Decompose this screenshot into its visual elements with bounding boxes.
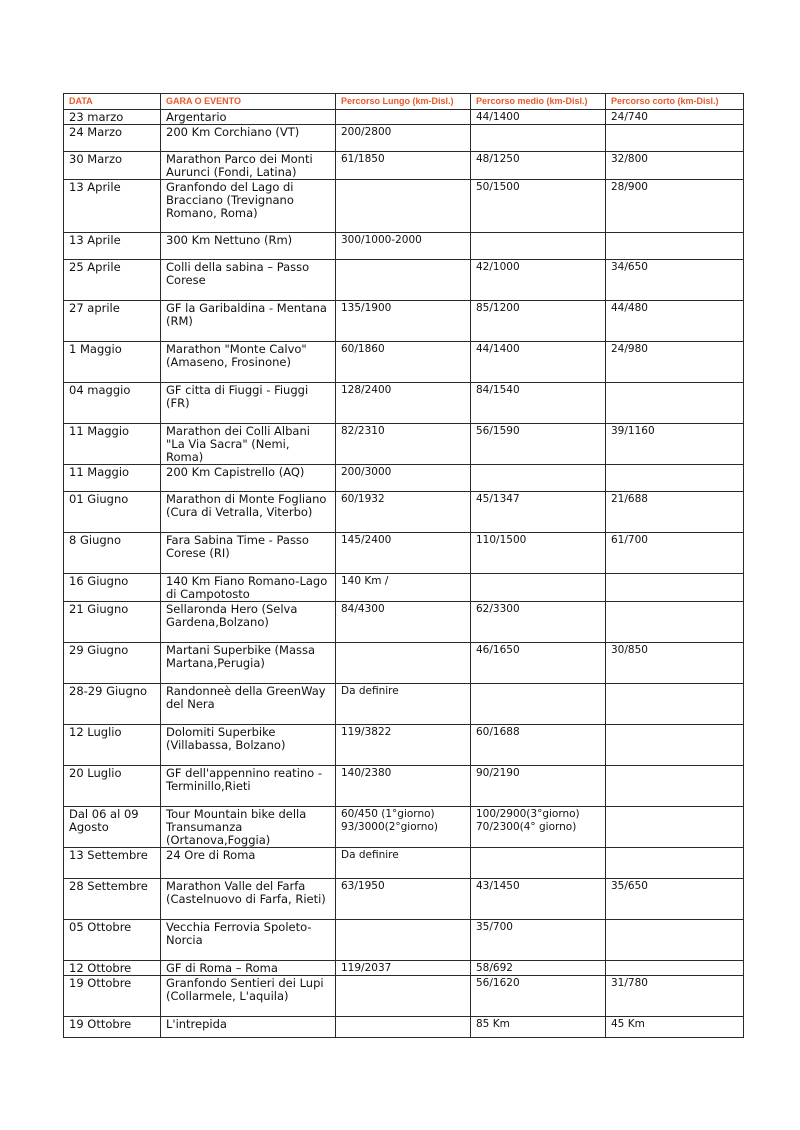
short-route-cell: 31/780 — [606, 976, 744, 1017]
date-cell: 23 marzo — [64, 110, 161, 125]
table-row — [64, 233, 744, 260]
medium-route-cell: 90/2190 — [471, 766, 606, 807]
short-route-cell: 39/1160 — [606, 424, 744, 465]
short-route-cell: 28/900 — [606, 180, 744, 233]
date-cell: 05 Ottobre — [64, 920, 161, 961]
medium-route-cell: 62/3300 — [471, 602, 606, 643]
long-route-cell: 82/2310 — [336, 424, 471, 465]
date-cell: 21 Giugno — [64, 602, 161, 643]
date-cell: 13 Aprile — [64, 233, 161, 260]
medium-route-cell: 85 Km — [471, 1017, 606, 1038]
long-route-cell: 84/4300 — [336, 602, 471, 643]
header-row — [64, 94, 744, 110]
event-cell: 200 Km Capistrello (AQ) — [161, 465, 336, 492]
short-route-cell: 24/740 — [606, 110, 744, 125]
event-cell: Fara Sabina Time - Passo Corese (RI) — [161, 533, 336, 574]
long-route-cell: 140/2380 — [336, 766, 471, 807]
date-cell: 13 Settembre — [64, 848, 161, 879]
short-route-cell — [606, 383, 744, 424]
table-row — [64, 961, 744, 976]
medium-route-cell: 43/1450 — [471, 879, 606, 920]
long-route-cell: 119/2037 — [336, 961, 471, 976]
short-route-cell: 30/850 — [606, 643, 744, 684]
long-route-cell — [336, 1017, 471, 1038]
medium-route-cell — [471, 465, 606, 492]
medium-route-cell: 35/700 — [471, 920, 606, 961]
short-route-cell — [606, 465, 744, 492]
table-row — [64, 260, 744, 301]
medium-route-cell: 56/1620 — [471, 976, 606, 1017]
short-route-cell: 44/480 — [606, 301, 744, 342]
long-route-cell — [336, 260, 471, 301]
event-cell: Martani Superbike (Massa Martana,Perugia) — [161, 643, 336, 684]
date-cell: 11 Maggio — [64, 465, 161, 492]
medium-route-cell: 56/1590 — [471, 424, 606, 465]
event-cell: GF citta di Fiuggi - Fiuggi (FR) — [161, 383, 336, 424]
event-cell: Sellaronda Hero (Selva Gardena,Bolzano) — [161, 602, 336, 643]
table-row — [64, 643, 744, 684]
date-cell: 27 aprile — [64, 301, 161, 342]
short-route-cell — [606, 920, 744, 961]
table-row — [64, 725, 744, 766]
table-row — [64, 574, 744, 602]
short-route-cell — [606, 684, 744, 725]
table-row — [64, 807, 744, 848]
table-row — [64, 301, 744, 342]
medium-route-cell — [471, 574, 606, 602]
long-route-cell: 128/2400 — [336, 383, 471, 424]
medium-route-cell: 60/1688 — [471, 725, 606, 766]
event-cell: Colli della sabina – Passo Corese — [161, 260, 336, 301]
long-route-cell: 140 Km / — [336, 574, 471, 602]
table-row — [64, 110, 744, 125]
table-row — [64, 766, 744, 807]
date-cell: 12 Luglio — [64, 725, 161, 766]
event-cell: GF dell'appennino reatino - Terminillo,Rieti — [161, 766, 336, 807]
short-route-cell: 34/650 — [606, 260, 744, 301]
medium-route-cell: 84/1540 — [471, 383, 606, 424]
event-cell: Dolomiti Superbike (Villabassa, Bolzano) — [161, 725, 336, 766]
medium-route-cell: 110/1500 — [471, 533, 606, 574]
events-table — [63, 93, 744, 1038]
medium-route-cell: 50/1500 — [471, 180, 606, 233]
date-cell: 19 Ottobre — [64, 1017, 161, 1038]
event-cell: Argentario — [161, 110, 336, 125]
date-cell: 29 Giugno — [64, 643, 161, 684]
table-row — [64, 180, 744, 233]
date-cell: 11 Maggio — [64, 424, 161, 465]
date-cell: 13 Aprile — [64, 180, 161, 233]
table-row — [64, 125, 744, 152]
event-cell: Granfondo Sentieri dei Lupi (Collarmele, L'aquila) — [161, 976, 336, 1017]
long-route-cell: 60/1932 — [336, 492, 471, 533]
medium-route-cell: 42/1000 — [471, 260, 606, 301]
long-route-cell: 119/3822 — [336, 725, 471, 766]
date-cell: 20 Luglio — [64, 766, 161, 807]
date-cell: 04 maggio — [64, 383, 161, 424]
header-percorso-corto: Percorso corto (km-Disl.) — [606, 94, 744, 110]
date-cell: 8 Giugno — [64, 533, 161, 574]
short-route-cell: 21/688 — [606, 492, 744, 533]
event-cell: 24 Ore di Roma — [161, 848, 336, 879]
event-cell: Marathon di Monte Fogliano (Cura di Vetralla, Viterbo) — [161, 492, 336, 533]
date-cell: 12 Ottobre — [64, 961, 161, 976]
header-data: DATA — [64, 94, 161, 110]
short-route-cell: 24/980 — [606, 342, 744, 383]
date-cell: 16 Giugno — [64, 574, 161, 602]
table-row — [64, 976, 744, 1017]
event-cell: L'intrepida — [161, 1017, 336, 1038]
date-cell: 01 Giugno — [64, 492, 161, 533]
short-route-cell: 61/700 — [606, 533, 744, 574]
long-route-cell: 300/1000-2000 — [336, 233, 471, 260]
medium-route-cell: 58/692 — [471, 961, 606, 976]
header-gara-evento: GARA O EVENTO — [161, 94, 336, 110]
medium-route-cell — [471, 848, 606, 879]
date-cell: 30 Marzo — [64, 152, 161, 180]
table-row — [64, 152, 744, 180]
medium-route-cell: 85/1200 — [471, 301, 606, 342]
table-row — [64, 492, 744, 533]
short-route-cell: 35/650 — [606, 879, 744, 920]
long-route-cell: 60/1860 — [336, 342, 471, 383]
short-route-cell — [606, 233, 744, 260]
medium-route-cell: 46/1650 — [471, 643, 606, 684]
short-route-cell — [606, 125, 744, 152]
short-route-cell — [606, 807, 744, 848]
event-cell: Marathon dei Colli Albani "La Via Sacra" (Nemi, Roma) — [161, 424, 336, 465]
event-cell: GF la Garibaldina - Mentana (RM) — [161, 301, 336, 342]
event-cell: GF di Roma – Roma — [161, 961, 336, 976]
medium-route-cell: 44/1400 — [471, 110, 606, 125]
long-route-cell: Da definire — [336, 684, 471, 725]
long-route-cell: 63/1950 — [336, 879, 471, 920]
event-cell: Marathon "Monte Calvo" (Amaseno, Frosinone) — [161, 342, 336, 383]
table-row — [64, 1017, 744, 1038]
medium-route-cell: 45/1347 — [471, 492, 606, 533]
date-cell: 1 Maggio — [64, 342, 161, 383]
event-cell: 200 Km Corchiano (VT) — [161, 125, 336, 152]
event-cell: Granfondo del Lago di Bracciano (Trevignano Romano, Roma) — [161, 180, 336, 233]
date-cell: Dal 06 al 09 Agosto — [64, 807, 161, 848]
medium-route-cell — [471, 125, 606, 152]
short-route-cell — [606, 725, 744, 766]
long-route-cell: 61/1850 — [336, 152, 471, 180]
table-row — [64, 602, 744, 643]
event-cell: Vecchia Ferrovia Spoleto-Norcia — [161, 920, 336, 961]
table-row — [64, 424, 744, 465]
table-row — [64, 879, 744, 920]
long-route-cell: 200/3000 — [336, 465, 471, 492]
long-route-cell — [336, 180, 471, 233]
table-row — [64, 533, 744, 574]
long-route-cell: Da definire — [336, 848, 471, 879]
event-cell: Tour Mountain bike della Transumanza (Ortanova,Foggia) — [161, 807, 336, 848]
event-cell: Randonneè della GreenWay del Nera — [161, 684, 336, 725]
medium-route-cell — [471, 233, 606, 260]
event-cell: Marathon Parco dei Monti Aurunci (Fondi, Latina) — [161, 152, 336, 180]
medium-route-cell: 48/1250 — [471, 152, 606, 180]
date-cell: 19 Ottobre — [64, 976, 161, 1017]
date-cell: 28-29 Giugno — [64, 684, 161, 725]
table-row — [64, 920, 744, 961]
table-row — [64, 848, 744, 879]
date-cell: 24 Marzo — [64, 125, 161, 152]
long-route-cell: 135/1900 — [336, 301, 471, 342]
header-percorso-lungo: Percorso Lungo (km-Disl.) — [336, 94, 471, 110]
table-row — [64, 342, 744, 383]
long-route-cell: 200/2800 — [336, 125, 471, 152]
short-route-cell — [606, 848, 744, 879]
medium-route-cell: 100/2900(3°giorno) 70/2300(4° giorno) — [471, 807, 606, 848]
medium-route-cell — [471, 684, 606, 725]
medium-route-cell: 44/1400 — [471, 342, 606, 383]
short-route-cell — [606, 602, 744, 643]
long-route-cell — [336, 920, 471, 961]
date-cell: 25 Aprile — [64, 260, 161, 301]
event-cell: 300 Km Nettuno (Rm) — [161, 233, 336, 260]
short-route-cell: 45 Km — [606, 1017, 744, 1038]
header-percorso-medio: Percorso medio (km-Disl.) — [471, 94, 606, 110]
event-cell: 140 Km Fiano Romano-Lago di Campotosto — [161, 574, 336, 602]
date-cell: 28 Settembre — [64, 879, 161, 920]
long-route-cell — [336, 643, 471, 684]
short-route-cell — [606, 961, 744, 976]
short-route-cell — [606, 766, 744, 807]
long-route-cell — [336, 110, 471, 125]
table-row — [64, 383, 744, 424]
long-route-cell: 145/2400 — [336, 533, 471, 574]
table-row — [64, 684, 744, 725]
long-route-cell: 60/450 (1°giorno) 93/3000(2°giorno) — [336, 807, 471, 848]
short-route-cell — [606, 574, 744, 602]
event-cell: Marathon Valle del Farfa (Castelnuovo di Farfa, Rieti) — [161, 879, 336, 920]
table-row — [64, 465, 744, 492]
short-route-cell: 32/800 — [606, 152, 744, 180]
long-route-cell — [336, 976, 471, 1017]
